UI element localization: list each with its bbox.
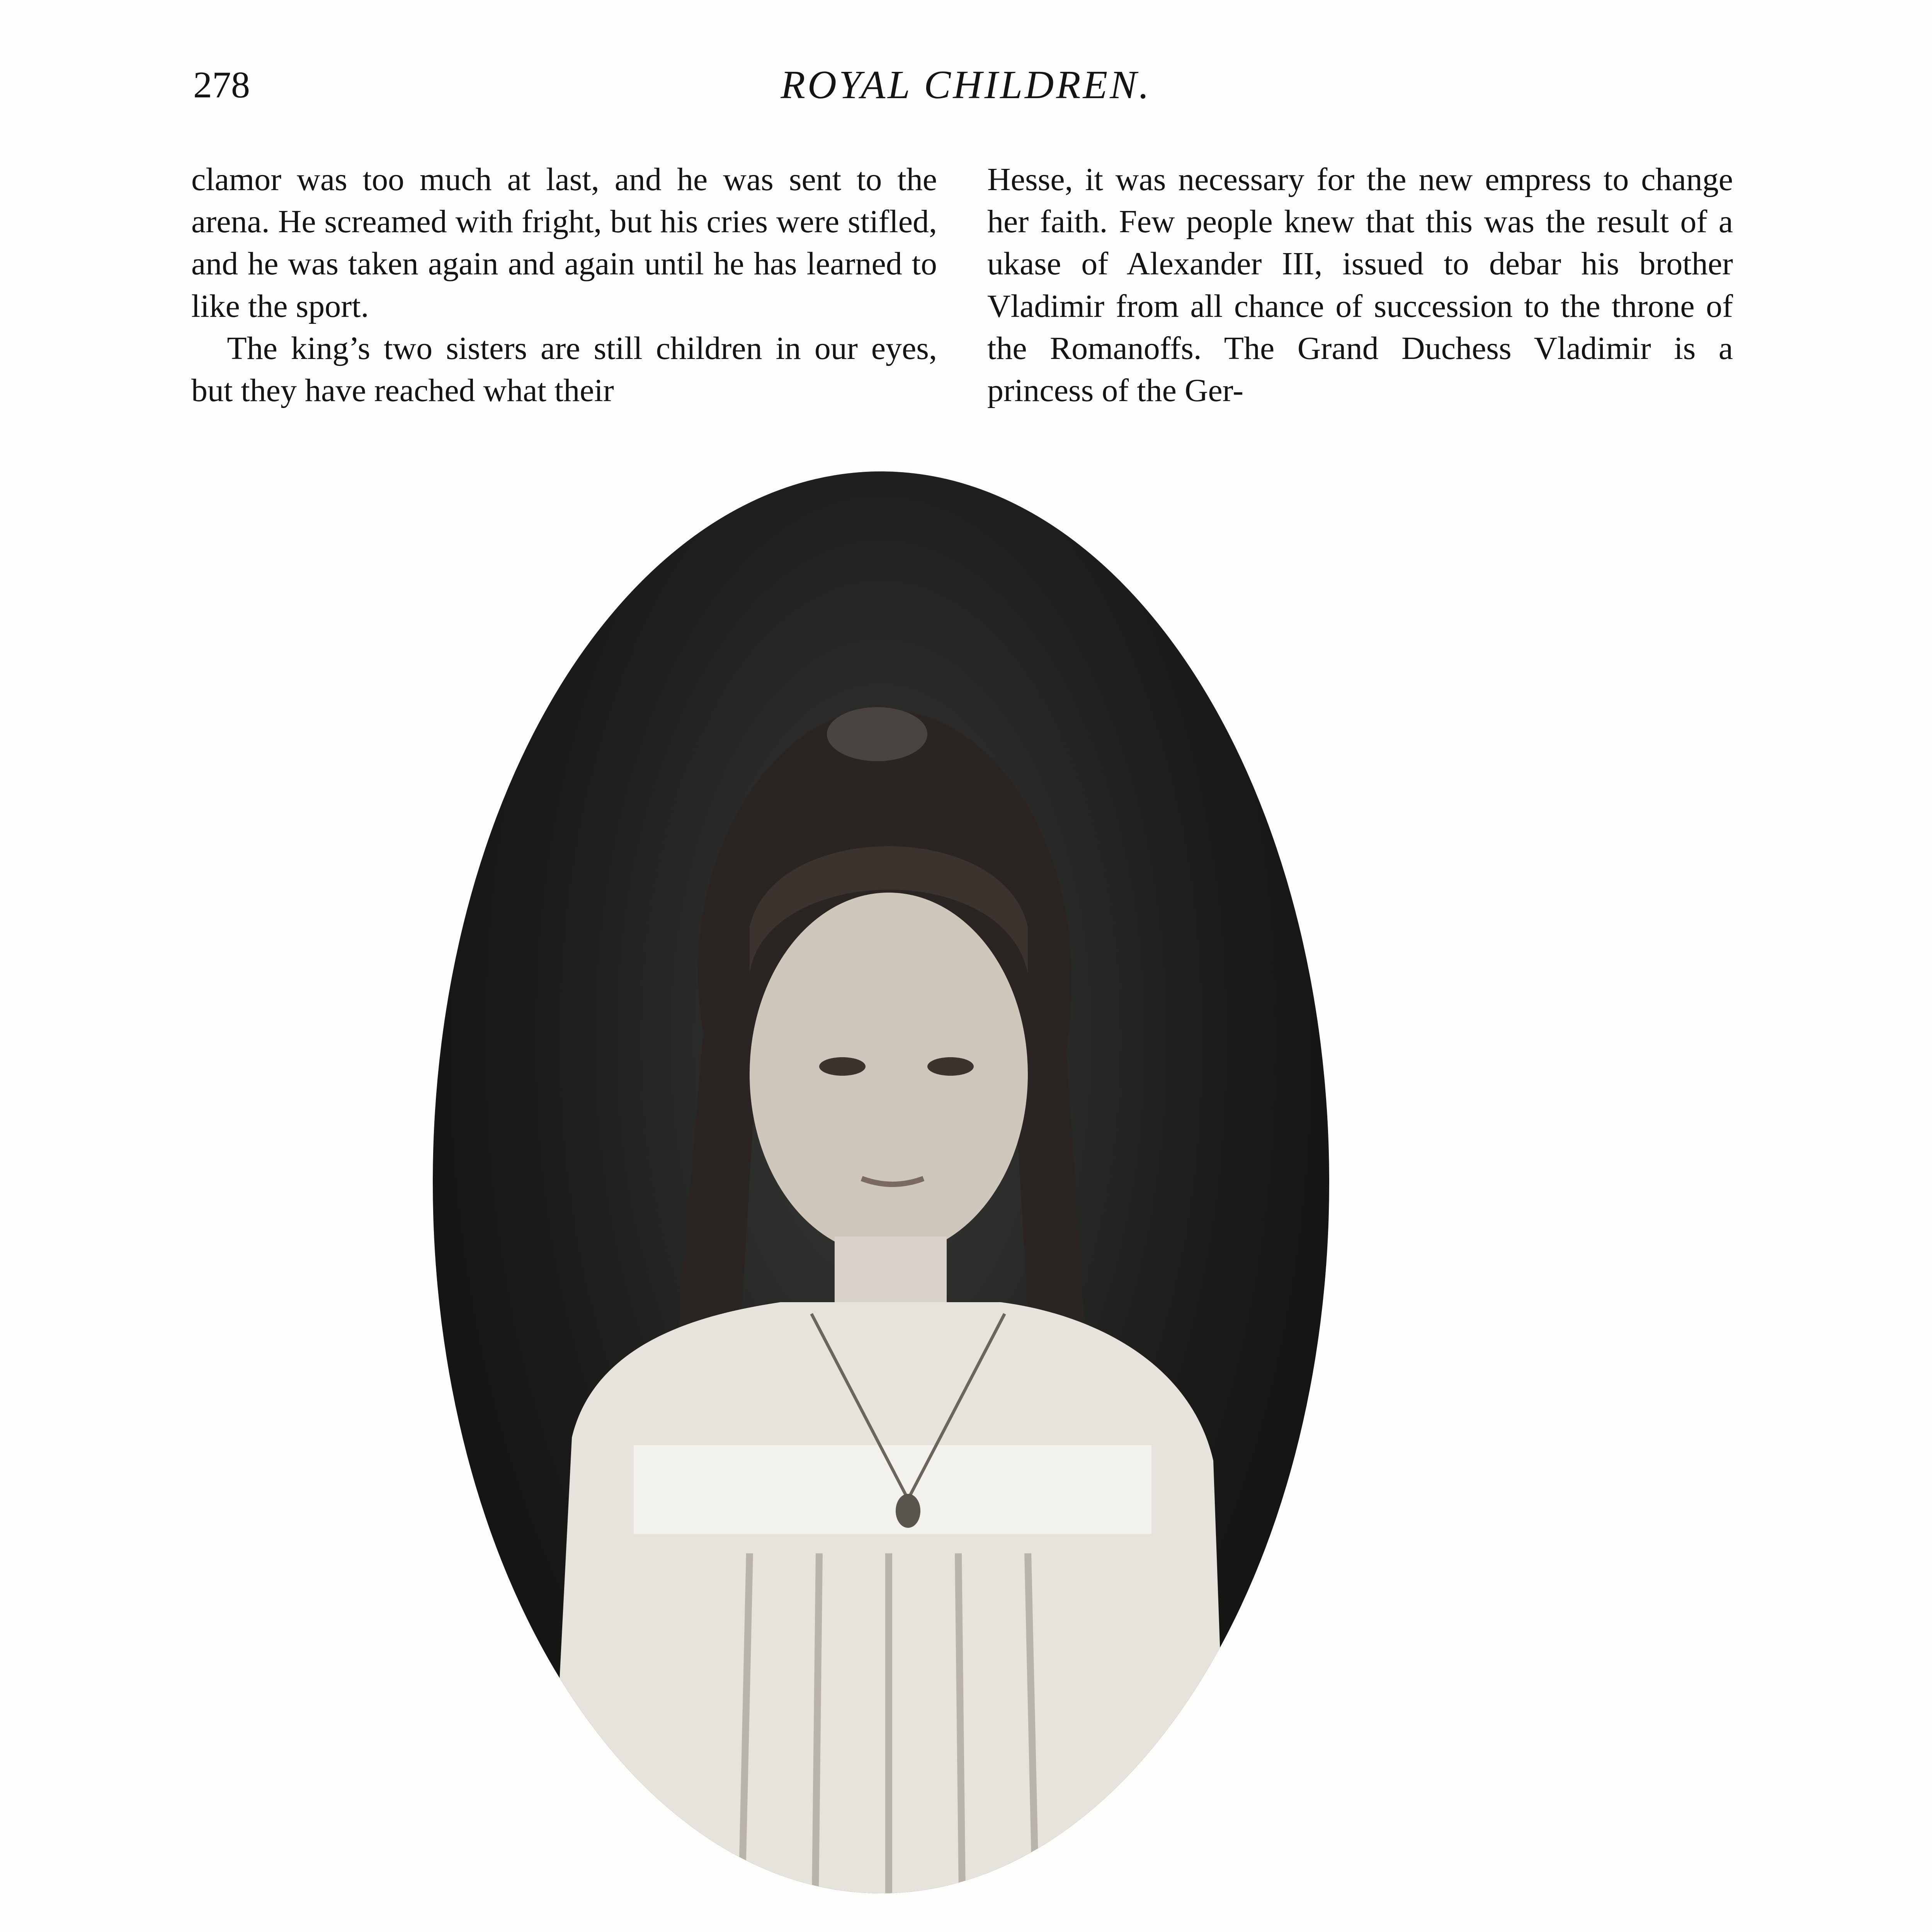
paragraph: The king’s two sisters are still children in our eyes, but they have reached what their	[191, 330, 937, 408]
top-right-column	[987, 158, 1733, 412]
running-title: ROYAL CHILDREN.	[781, 63, 1151, 107]
top-left-column	[191, 158, 937, 412]
page-number: 278	[193, 64, 250, 106]
portrait-illustration	[433, 471, 1329, 1893]
paragraph: Hesse, it was necessary for the new empress to change her faith. Few people knew that this was the result of a ukase of Alexander III, issued to debar his brother Vladimir from all chance of succession to the throne of the Romanoffs. The Grand Duchess Vladimir is a princess of the Ger-	[987, 162, 1733, 408]
portrait-photo	[433, 471, 1329, 1893]
page-header	[0, 58, 1932, 112]
paragraph: clamor was too much at last, and he was sent to the arena. He screamed with fright, but his cries were stifled, and he was taken again and again until he has learned to like the sport.	[191, 162, 937, 324]
